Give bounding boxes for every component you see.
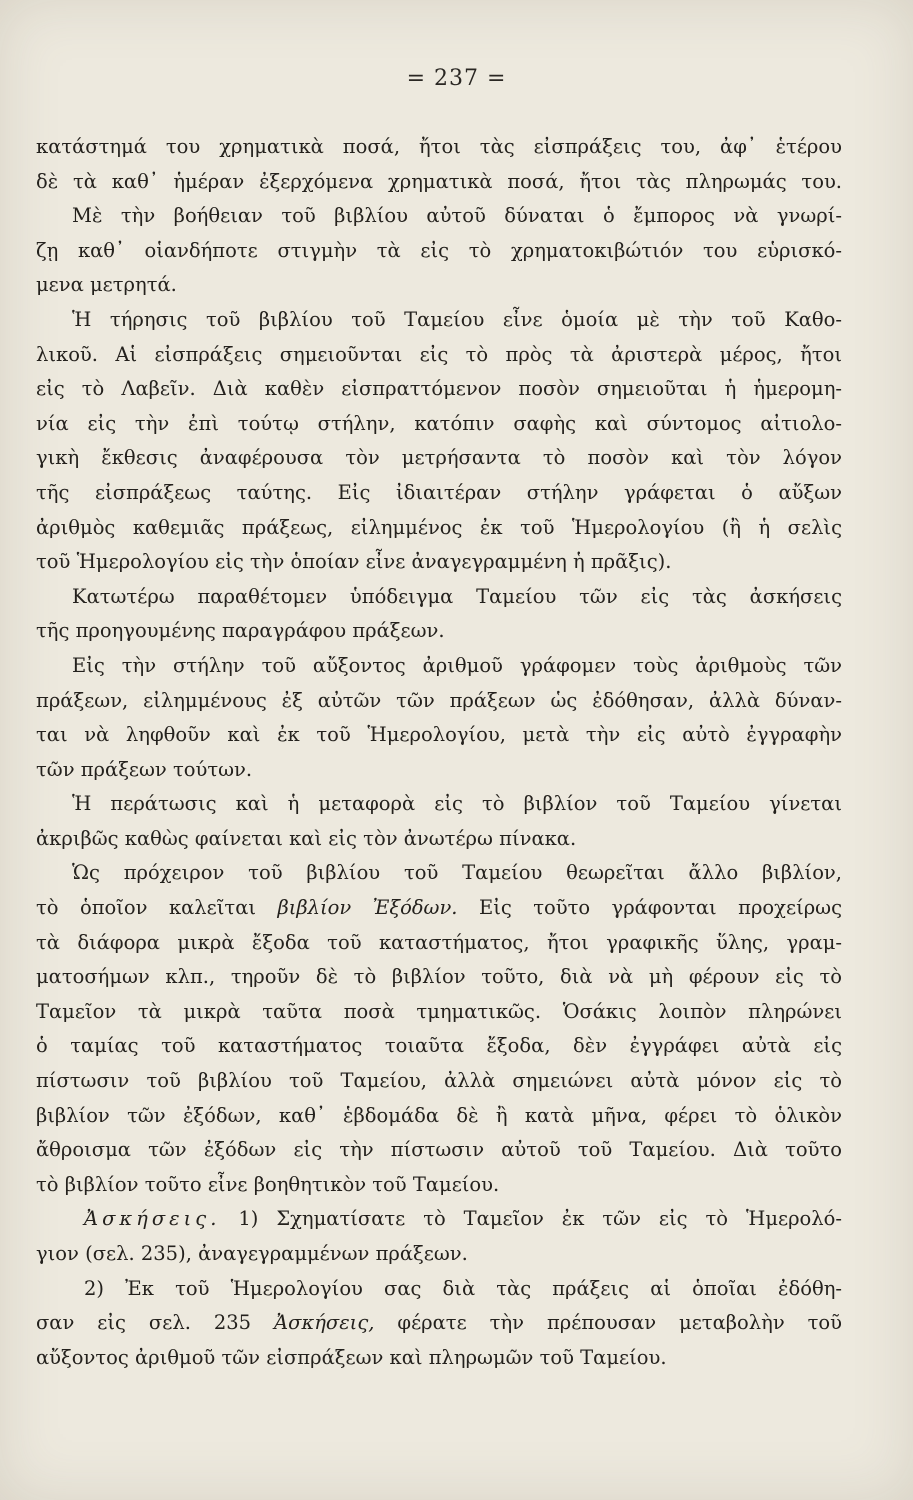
text-line: ἀκριβῶς καθὼς φαίνεται καὶ εἰς τὸν ἀνωτέρω πίνακα. bbox=[36, 826, 577, 850]
text-line: 2) Ἐκ τοῦ Ἡμερολογίου σας διὰ τὰς πράξεις αἱ ὁποῖαι ἐδόθη- bbox=[84, 1276, 842, 1300]
text-line-mixed bbox=[36, 1306, 842, 1341]
text-line: τῆς εἰσπράξεως ταύτης. Εἰς ἰδιαιτέραν στήλην γράφεται ὁ αὔξων bbox=[36, 480, 842, 504]
text-line: Μὲ τὴν βοήθειαν τοῦ βιβλίου αὐτοῦ δύναται ὁ ἔμπορος νὰ γνωρί- bbox=[72, 204, 842, 228]
body-text bbox=[36, 130, 842, 1375]
text-line: ματοσήμων κλπ., τηροῦν δὲ τὸ βιβλίον τοῦτο, διὰ νὰ μὴ φέρουν εἰς τὸ bbox=[36, 965, 842, 989]
text-line: τὰ διάφορα μικρὰ ἔξοδα τοῦ καταστήματος, ἤτοι γραφικῆς ὕλης, γραμ- bbox=[36, 930, 842, 954]
text-line: ται νὰ ληφθοῦν καὶ ἐκ τοῦ Ἡμερολογίου, μετὰ τὴν εἰς αὐτὸ ἐγγραφὴν bbox=[36, 723, 842, 747]
text-line: πράξεων, εἰλημμένους ἐξ αὐτῶν τῶν πράξεων ὡς ἐδόθησαν, ἀλλὰ δύναν- bbox=[36, 688, 842, 712]
text-line: βιβλίον τῶν ἐξόδων, καθ᾽ ἑβδομάδα δὲ ἢ κατὰ μῆνα, φέρει τὸ ὁλικὸν bbox=[36, 1103, 842, 1127]
text-line: Εἰς τὴν στήλην τοῦ αὔξοντος ἀριθμοῦ γράφομεν τοὺς ἀριθμοὺς τῶν bbox=[72, 653, 842, 677]
italic-term: βιβλίον Ἐξόδων. bbox=[277, 896, 458, 920]
exercises-heading: Ἀσκήσεις. bbox=[84, 1207, 221, 1231]
text-line: Ἡ τήρησις τοῦ βιβλίου τοῦ Ταμείου εἶνε ὁμοία μὲ τὴν τοῦ Καθο- bbox=[72, 307, 842, 331]
page-number: = 237 = bbox=[406, 66, 507, 91]
text-line: λικοῦ. Αἱ εἰσπράξεις σημειοῦνται εἰς τὸ πρὸς τὰ ἀριστερὰ μέρος, ἤτοι bbox=[36, 342, 842, 366]
text-fragment: φέρατε τὴν πρέπουσαν μεταβολὴν τοῦ bbox=[397, 1311, 843, 1335]
text-line: μενα μετρητά. bbox=[36, 273, 177, 297]
text-line: Ἡ περάτωσις καὶ ἡ μεταφορὰ εἰς τὸ βιβλίον τοῦ Ταμείου γίνεται bbox=[72, 792, 842, 816]
text-fragment: σαν εἰς σελ. 235 bbox=[36, 1311, 252, 1335]
text-line: Κατωτέρω παραθέτομεν ὑπόδειγμα Ταμείου τῶν εἰς τὰς ἀσκήσεις bbox=[72, 584, 842, 608]
text-line: αὔξοντος ἀριθμοῦ τῶν εἰσπράξεων καὶ πληρωμῶν τοῦ Ταμείου. bbox=[36, 1345, 667, 1369]
text-line: νία εἰς τὴν ἐπὶ τούτῳ στήλην, κατόπιν σαφὴς καὶ σύντομος αἰτιολο- bbox=[36, 411, 842, 435]
text-line: ζῃ καθ᾽ οἱανδήποτε στιγμὴν τὰ εἰς τὸ χρηματοκιβώτιόν του εὑρισκό- bbox=[36, 238, 842, 262]
text-line: τοῦ Ἡμερολογίου εἰς τὴν ὁποίαν εἶνε ἀναγεγραμμένη ἡ πρᾶξις). bbox=[36, 550, 672, 574]
text-line: τῶν πράξεων τούτων. bbox=[36, 757, 253, 781]
text-line: κατάστημά του χρηματικὰ ποσά, ἤτοι τὰς εἰσπράξεις του, ἀφ᾽ ἑτέρου bbox=[36, 135, 842, 158]
text-line: Ταμεῖον τὰ μικρὰ ταῦτα ποσὰ τμηματικῶς. Ὁσάκις λοιπὸν πληρώνει bbox=[36, 999, 842, 1023]
text-line: ὁ ταμίας τοῦ καταστήματος τοιαῦτα ἔξοδα, δὲν ἐγγράφει αὐτὰ εἰς bbox=[36, 1034, 842, 1058]
text-line: δὲ τὰ καθ᾽ ἡμέραν ἐξερχόμενα χρηματικὰ ποσά, ἤτοι τὰς πληρωμάς του. bbox=[36, 169, 842, 193]
text-line: ἀριθμὸς καθεμιᾶς πράξεως, εἰλημμένος ἐκ τοῦ Ἡμερολογίου (ἢ ἡ σελὶς bbox=[36, 515, 842, 539]
text-line: τὸ βιβλίον τοῦτο εἶνε βοηθητικὸν τοῦ Ταμείου. bbox=[36, 1172, 500, 1196]
text-fragment: 1) Σχηματίσατε τὸ Ταμεῖον ἐκ τῶν εἰς τὸ Ἡμερολό- bbox=[238, 1207, 842, 1231]
exercise-line bbox=[36, 1202, 842, 1237]
text-fragment: τὸ ὁποῖον καλεῖται bbox=[36, 896, 257, 920]
text-line: γικὴ ἔκθεσις ἀναφέρουσα τὸν μετρήσαντα τὸ ποσὸν καὶ τὸν λόγον bbox=[36, 446, 842, 470]
text-line: γιον (σελ. 235), ἀναγεγραμμένων πράξεων. bbox=[36, 1242, 468, 1265]
text-line: ἄθροισμα τῶν ἐξόδων εἰς τὴν πίστωσιν αὐτοῦ τοῦ Ταμείου. Διὰ τοῦτο bbox=[36, 1138, 842, 1162]
text-line-mixed bbox=[36, 891, 842, 926]
text-line: Ὡς πρόχειρον τοῦ βιβλίου τοῦ Ταμείου θεωρεῖται ἄλλο βιβλίον, bbox=[72, 861, 842, 885]
text-line: πίστωσιν τοῦ βιβλίου τοῦ Ταμείου, ἀλλὰ σημειώνει αὐτὰ μόνον εἰς τὸ bbox=[36, 1069, 842, 1093]
text-fragment: Εἰς τοῦτο γράφονται προχείρως bbox=[478, 896, 843, 920]
text-line: εἰς τὸ Λαβεῖν. Διὰ καθὲν εἰσπραττόμενον ποσὸν σημειοῦται ἡ ἡμερομη- bbox=[36, 377, 842, 401]
text-line: τῆς προηγουμένης παραγράφου πράξεων. bbox=[36, 619, 445, 643]
italic-term: Ἀσκήσεις, bbox=[274, 1311, 375, 1335]
